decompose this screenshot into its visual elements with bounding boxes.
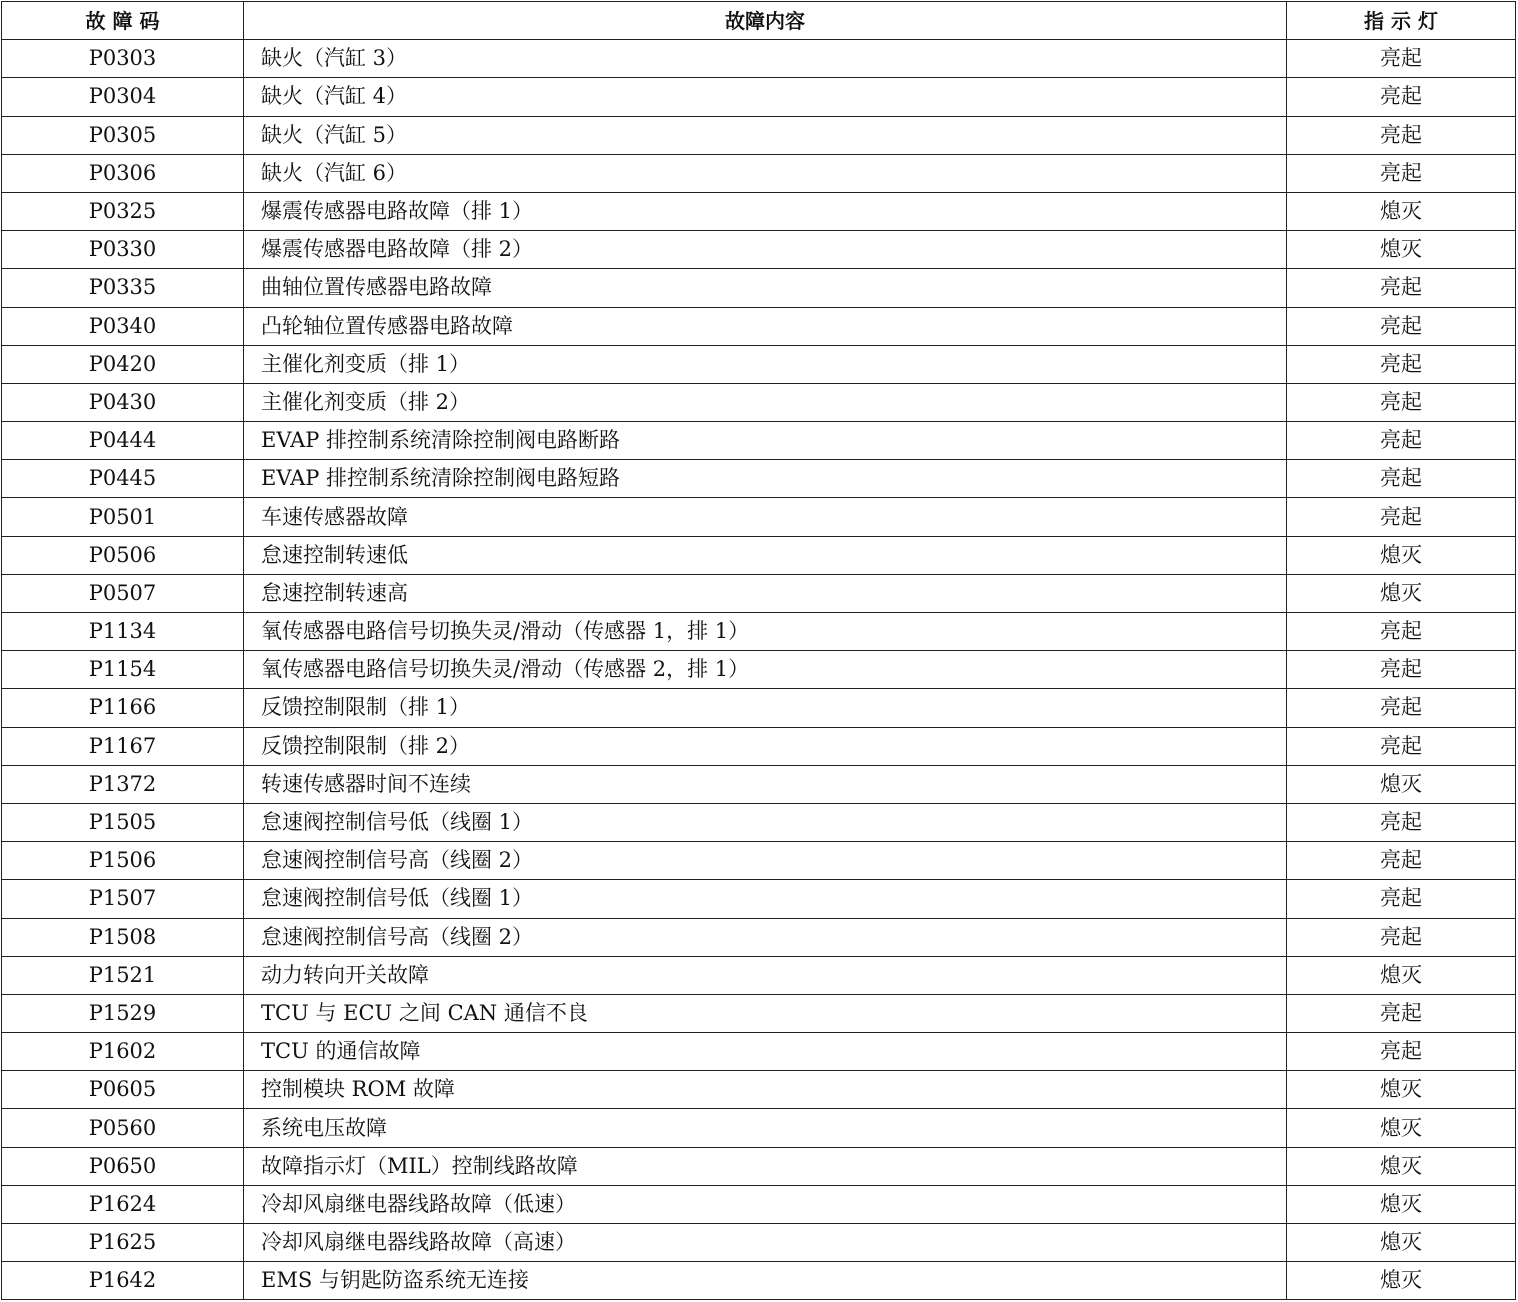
fault-code-cell: P0501 bbox=[2, 498, 244, 536]
fault-content-cell: 缺火（汽缸 3） bbox=[244, 40, 1287, 78]
table-row bbox=[2, 994, 1516, 1032]
fault-content-cell: 冷却风扇继电器线路故障（低速） bbox=[244, 1185, 1287, 1223]
table-row bbox=[2, 880, 1516, 918]
indicator-lamp-cell: 熄灭 bbox=[1287, 231, 1516, 269]
indicator-lamp-cell: 熄灭 bbox=[1287, 192, 1516, 230]
indicator-lamp-cell: 亮起 bbox=[1287, 994, 1516, 1032]
indicator-lamp-cell: 亮起 bbox=[1287, 918, 1516, 956]
fault-content-cell: 怠速阀控制信号高（线圈 2） bbox=[244, 918, 1287, 956]
fault-code-cell: P1506 bbox=[2, 842, 244, 880]
table-row bbox=[2, 1147, 1516, 1185]
table-row bbox=[2, 383, 1516, 421]
indicator-lamp-cell: 熄灭 bbox=[1287, 1262, 1516, 1300]
fault-code-cell: P1529 bbox=[2, 994, 244, 1032]
fault-content-cell: 车速传感器故障 bbox=[244, 498, 1287, 536]
table-row bbox=[2, 803, 1516, 841]
table-row bbox=[2, 1224, 1516, 1262]
fault-content-cell: EVAP 排控制系统清除控制阀电路短路 bbox=[244, 460, 1287, 498]
table-row bbox=[2, 689, 1516, 727]
fault-code-cell: P0304 bbox=[2, 78, 244, 116]
fault-content-cell: 故障指示灯（MIL）控制线路故障 bbox=[244, 1147, 1287, 1185]
table-row bbox=[2, 307, 1516, 345]
fault-content-cell: 缺火（汽缸 5） bbox=[244, 116, 1287, 154]
indicator-lamp-cell: 亮起 bbox=[1287, 460, 1516, 498]
indicator-lamp-cell: 亮起 bbox=[1287, 269, 1516, 307]
fault-content-cell: 曲轴位置传感器电路故障 bbox=[244, 269, 1287, 307]
fault-code-cell: P1624 bbox=[2, 1185, 244, 1223]
table-row bbox=[2, 765, 1516, 803]
fault-code-cell: P1167 bbox=[2, 727, 244, 765]
fault-content-cell: 冷却风扇继电器线路故障（高速） bbox=[244, 1224, 1287, 1262]
table-row bbox=[2, 1185, 1516, 1223]
fault-content-cell: 氧传感器电路信号切换失灵/滑动（传感器 1，排 1） bbox=[244, 613, 1287, 651]
fault-code-cell: P0305 bbox=[2, 116, 244, 154]
fault-content-cell: 主催化剂变质（排 1） bbox=[244, 345, 1287, 383]
indicator-lamp-cell: 亮起 bbox=[1287, 40, 1516, 78]
fault-content-cell: 缺火（汽缸 6） bbox=[244, 154, 1287, 192]
table-row bbox=[2, 1071, 1516, 1109]
fault-code-cell: P1505 bbox=[2, 803, 244, 841]
header-indicator-lamp: 指 示 灯 bbox=[1287, 2, 1516, 40]
fault-code-cell: P1372 bbox=[2, 765, 244, 803]
fault-code-cell: P0445 bbox=[2, 460, 244, 498]
fault-code-cell: P0325 bbox=[2, 192, 244, 230]
header-row bbox=[2, 2, 1516, 40]
indicator-lamp-cell: 熄灭 bbox=[1287, 1147, 1516, 1185]
indicator-lamp-cell: 熄灭 bbox=[1287, 1224, 1516, 1262]
table-row bbox=[2, 651, 1516, 689]
fault-content-cell: 控制模块 ROM 故障 bbox=[244, 1071, 1287, 1109]
indicator-lamp-cell: 亮起 bbox=[1287, 727, 1516, 765]
fault-code-cell: P1642 bbox=[2, 1262, 244, 1300]
table-row bbox=[2, 842, 1516, 880]
indicator-lamp-cell: 熄灭 bbox=[1287, 765, 1516, 803]
table-row bbox=[2, 269, 1516, 307]
fault-code-cell: P1625 bbox=[2, 1224, 244, 1262]
table-row bbox=[2, 574, 1516, 612]
indicator-lamp-cell: 熄灭 bbox=[1287, 956, 1516, 994]
table-row bbox=[2, 460, 1516, 498]
fault-code-cell: P1602 bbox=[2, 1033, 244, 1071]
table-row bbox=[2, 78, 1516, 116]
table-row bbox=[2, 116, 1516, 154]
fault-code-cell: P1134 bbox=[2, 613, 244, 651]
fault-content-cell: 缺火（汽缸 4） bbox=[244, 78, 1287, 116]
indicator-lamp-cell: 亮起 bbox=[1287, 116, 1516, 154]
fault-content-cell: 凸轮轴位置传感器电路故障 bbox=[244, 307, 1287, 345]
table-row bbox=[2, 422, 1516, 460]
table-row bbox=[2, 536, 1516, 574]
fault-code-cell: P1507 bbox=[2, 880, 244, 918]
indicator-lamp-cell: 亮起 bbox=[1287, 383, 1516, 421]
fault-content-cell: 怠速阀控制信号高（线圈 2） bbox=[244, 842, 1287, 880]
fault-code-cell: P0444 bbox=[2, 422, 244, 460]
indicator-lamp-cell: 亮起 bbox=[1287, 613, 1516, 651]
indicator-lamp-cell: 亮起 bbox=[1287, 880, 1516, 918]
indicator-lamp-cell: 亮起 bbox=[1287, 651, 1516, 689]
fault-content-cell: 怠速控制转速高 bbox=[244, 574, 1287, 612]
fault-code-cell: P0340 bbox=[2, 307, 244, 345]
indicator-lamp-cell: 熄灭 bbox=[1287, 1109, 1516, 1147]
table-row bbox=[2, 918, 1516, 956]
indicator-lamp-cell: 亮起 bbox=[1287, 689, 1516, 727]
table-row bbox=[2, 345, 1516, 383]
fault-code-cell: P0430 bbox=[2, 383, 244, 421]
table-row bbox=[2, 956, 1516, 994]
table-row bbox=[2, 154, 1516, 192]
indicator-lamp-cell: 亮起 bbox=[1287, 842, 1516, 880]
indicator-lamp-cell: 亮起 bbox=[1287, 154, 1516, 192]
fault-code-cell: P0303 bbox=[2, 40, 244, 78]
fault-code-cell: P0335 bbox=[2, 269, 244, 307]
indicator-lamp-cell: 亮起 bbox=[1287, 803, 1516, 841]
table-row bbox=[2, 498, 1516, 536]
indicator-lamp-cell: 亮起 bbox=[1287, 498, 1516, 536]
fault-code-cell: P0306 bbox=[2, 154, 244, 192]
fault-code-cell: P0506 bbox=[2, 536, 244, 574]
table-row bbox=[2, 1109, 1516, 1147]
indicator-lamp-cell: 亮起 bbox=[1287, 345, 1516, 383]
fault-code-cell: P0507 bbox=[2, 574, 244, 612]
indicator-lamp-cell: 熄灭 bbox=[1287, 574, 1516, 612]
table-row bbox=[2, 727, 1516, 765]
fault-content-cell: 氧传感器电路信号切换失灵/滑动（传感器 2，排 1） bbox=[244, 651, 1287, 689]
fault-code-cell: P0650 bbox=[2, 1147, 244, 1185]
indicator-lamp-cell: 亮起 bbox=[1287, 422, 1516, 460]
fault-content-cell: EVAP 排控制系统清除控制阀电路断路 bbox=[244, 422, 1287, 460]
table-body bbox=[2, 40, 1516, 1300]
fault-content-cell: 反馈控制限制（排 1） bbox=[244, 689, 1287, 727]
indicator-lamp-cell: 熄灭 bbox=[1287, 1185, 1516, 1223]
fault-content-cell: TCU 与 ECU 之间 CAN 通信不良 bbox=[244, 994, 1287, 1032]
fault-code-cell: P0560 bbox=[2, 1109, 244, 1147]
table-row bbox=[2, 1033, 1516, 1071]
fault-content-cell: 爆震传感器电路故障（排 2） bbox=[244, 231, 1287, 269]
indicator-lamp-cell: 亮起 bbox=[1287, 1033, 1516, 1071]
table-row bbox=[2, 613, 1516, 651]
indicator-lamp-cell: 亮起 bbox=[1287, 307, 1516, 345]
fault-content-cell: EMS 与钥匙防盗系统无连接 bbox=[244, 1262, 1287, 1300]
fault-code-cell: P0420 bbox=[2, 345, 244, 383]
fault-content-cell: 系统电压故障 bbox=[244, 1109, 1287, 1147]
fault-code-cell: P0605 bbox=[2, 1071, 244, 1109]
table-row bbox=[2, 231, 1516, 269]
fault-content-cell: 怠速控制转速低 bbox=[244, 536, 1287, 574]
fault-content-cell: 转速传感器时间不连续 bbox=[244, 765, 1287, 803]
fault-content-cell: TCU 的通信故障 bbox=[244, 1033, 1287, 1071]
fault-content-cell: 爆震传感器电路故障（排 1） bbox=[244, 192, 1287, 230]
table-header bbox=[2, 2, 1516, 40]
fault-code-cell: P1166 bbox=[2, 689, 244, 727]
fault-code-cell: P1508 bbox=[2, 918, 244, 956]
indicator-lamp-cell: 熄灭 bbox=[1287, 1071, 1516, 1109]
indicator-lamp-cell: 熄灭 bbox=[1287, 536, 1516, 574]
fault-code-cell: P1521 bbox=[2, 956, 244, 994]
fault-code-cell: P1154 bbox=[2, 651, 244, 689]
fault-content-cell: 怠速阀控制信号低（线圈 1） bbox=[244, 880, 1287, 918]
fault-content-cell: 动力转向开关故障 bbox=[244, 956, 1287, 994]
indicator-lamp-cell: 亮起 bbox=[1287, 78, 1516, 116]
header-fault-content: 故障内容 bbox=[244, 2, 1287, 40]
header-fault-code: 故 障 码 bbox=[2, 2, 244, 40]
fault-code-cell: P0330 bbox=[2, 231, 244, 269]
fault-code-table bbox=[1, 1, 1516, 1300]
table-row bbox=[2, 1262, 1516, 1300]
fault-content-cell: 反馈控制限制（排 2） bbox=[244, 727, 1287, 765]
table-row bbox=[2, 192, 1516, 230]
table-row bbox=[2, 40, 1516, 78]
fault-content-cell: 主催化剂变质（排 2） bbox=[244, 383, 1287, 421]
fault-content-cell: 怠速阀控制信号低（线圈 1） bbox=[244, 803, 1287, 841]
